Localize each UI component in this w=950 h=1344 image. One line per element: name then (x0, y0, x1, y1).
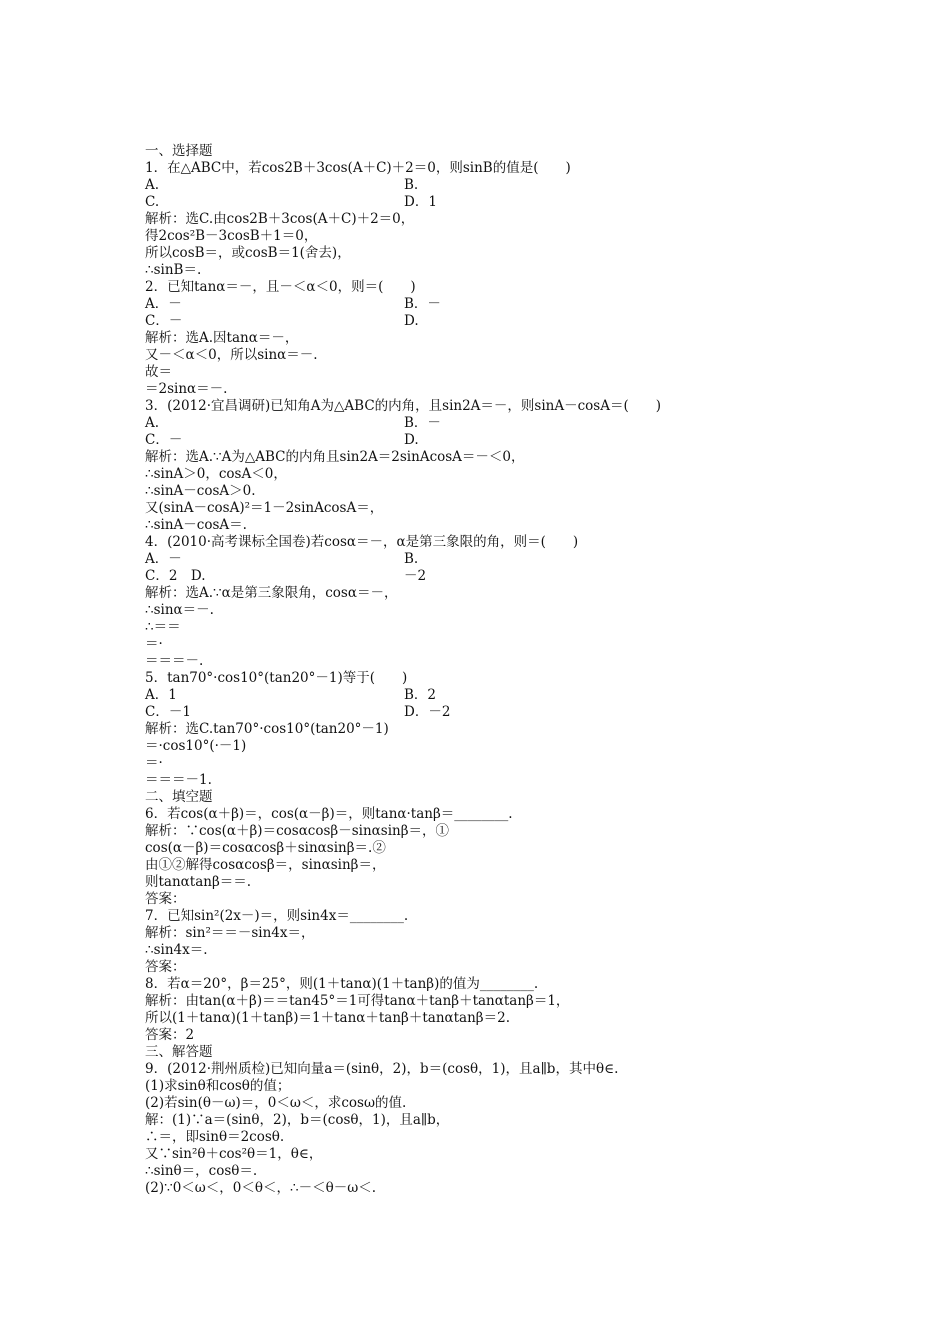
text-line: 三、解答题 (145, 1044, 213, 1060)
text-line: 解析：由tan(α＋β)＝＝tan45°＝1可得tanα＋tanβ＋tanαtanβ＝1， (145, 993, 570, 1009)
text-line: 一、选择题 (145, 143, 213, 159)
text-line: 解析：选C.由cos2B＋3cos(A＋C)＋2＝0， (145, 211, 415, 227)
text-line: 解析：选A.∵A为△ABC的内角且sin2A＝2sinAcosA＝－＜0， (145, 449, 525, 465)
text-line: 解析：sin²＝＝－sin4x＝， (145, 925, 315, 941)
option-row (145, 432, 805, 449)
text-line: (1)求sinθ和cosθ的值； (145, 1078, 291, 1094)
option-left: A．－ (145, 296, 182, 312)
option-right: B. (404, 177, 419, 193)
text-line: 解析：选A.因tanα＝－， (145, 330, 299, 346)
text-line: 故＝ (145, 364, 172, 380)
option-right: D．1 (404, 194, 437, 210)
option-row (145, 551, 805, 568)
text-line: (2)若sin(θ－ω)＝，0＜ω＜，求cosω的值. (145, 1095, 407, 1111)
option-row (145, 194, 805, 211)
option-left: A．－ (145, 551, 182, 567)
text-line: ∴＝＝ (145, 619, 181, 635)
text-line: ＝＝＝－. (145, 653, 204, 669)
text-line: 7．已知sin²(2x－)＝，则sin4x＝________. (145, 908, 409, 924)
option-left: C．－1 (145, 704, 191, 720)
text-line: 3．(2012·宜昌调研)已知角A为△ABC的内角，且sin2A＝－，则sinA－cosA＝( ) (145, 398, 662, 414)
text-line: 解析：选C.tan70°·cos10°(tan20°－1) (145, 721, 389, 737)
text-line: ∴sinA－cosA＝. (145, 517, 247, 533)
text-line: 得2cos²B－3cosB＋1＝0， (145, 228, 318, 244)
option-left: C. (145, 194, 160, 210)
text-line: cos(α－β)＝cosαcosβ＋sinαsinβ＝.② (145, 840, 386, 856)
text-line: 答案： (145, 891, 186, 907)
text-line: ＝2sinα＝－. (145, 381, 228, 397)
option-row (145, 177, 805, 194)
text-line: ∴sin4x＝. (145, 942, 208, 958)
option-row (145, 296, 805, 313)
text-line: 8．若α＝20°，β＝25°，则(1＋tanα)(1＋tanβ)的值为________. (145, 976, 539, 992)
text-line: 解：(1)∵a＝(sinθ，2)，b＝(cosθ，1)，且a∥b， (145, 1112, 450, 1128)
text-line: 又(sinA－cosA)²＝1－2sinAcosA＝， (145, 500, 384, 516)
text-line: 答案：2 (145, 1027, 195, 1043)
option-row (145, 687, 805, 704)
text-line: (2)∵0＜ω＜，0＜θ＜，∴－＜θ－ω＜. (145, 1180, 377, 1196)
option-left: A. (145, 415, 160, 431)
text-line: 5．tan70°·cos10°(tan20°－1)等于( ) (145, 670, 408, 686)
option-left: C．－ (145, 432, 183, 448)
option-row (145, 568, 805, 585)
text-line: 答案： (145, 959, 186, 975)
option-left: C．2 D. (145, 568, 206, 584)
option-right: B．－ (404, 415, 441, 431)
text-line: 2．已知tanα＝－，且－＜α＜0，则＝( ) (145, 279, 416, 295)
text-line: ＝· (145, 636, 163, 652)
text-line: ＝·cos10°(·－1) (145, 738, 247, 754)
option-right: B．2 (404, 687, 437, 703)
text-line: 6．若cos(α＋β)＝，cos(α－β)＝，则tanα·tanβ＝________. (145, 806, 513, 822)
option-left: A．1 (145, 687, 177, 703)
document-body (145, 143, 805, 1197)
text-line: 由①②解得cosαcosβ＝，sinαsinβ＝， (145, 857, 386, 873)
option-right: D. (404, 432, 419, 448)
text-line: ∴sinB＝. (145, 262, 202, 278)
text-line: 解析：∵cos(α＋β)＝cosαcosβ－sinαsinβ＝，① (145, 823, 450, 839)
text-line: ＝· (145, 755, 163, 771)
text-line: ∴sinθ＝，cosθ＝. (145, 1163, 258, 1179)
text-line: 9．(2012·荆州质检)已知向量a＝(sinθ，2)，b＝(cosθ，1)，且a∥b，其中θ∈. (145, 1061, 619, 1077)
option-row (145, 415, 805, 432)
text-line: 二、填空题 (145, 789, 213, 805)
text-line: ∴sinA－cosA＞0. (145, 483, 256, 499)
option-right: －2 (404, 568, 427, 584)
text-line: 则tanαtanβ＝＝. (145, 874, 252, 890)
option-row (145, 313, 805, 330)
text-line: 又－＜α＜0，所以sinα＝－. (145, 347, 318, 363)
text-line: 1．在△ABC中，若cos2B＋3cos(A＋C)＋2＝0，则sinB的值是( ) (145, 160, 571, 176)
text-line: 又∵sin²θ＋cos²θ＝1，θ∈， (145, 1146, 323, 1162)
text-line: 所以cosB＝，或cosB＝1(舍去)， (145, 245, 351, 261)
text-line: 所以(1＋tanα)(1＋tanβ)＝1＋tanα＋tanβ＋tanαtanβ＝2. (145, 1010, 510, 1026)
text-line: ＝＝＝－1. (145, 772, 212, 788)
option-left: C．－ (145, 313, 183, 329)
text-line: ∴sinα＝－. (145, 602, 214, 618)
option-left: A. (145, 177, 160, 193)
option-right: D. (404, 313, 419, 329)
text-line: ∴sinA＞0，cosA＜0， (145, 466, 287, 482)
option-row (145, 704, 805, 721)
option-right: B. (404, 551, 419, 567)
text-line: ∴＝，即sinθ＝2cosθ. (145, 1129, 285, 1145)
option-right: B．－ (404, 296, 441, 312)
text-line: 解析：选A.∵α是第三象限角，cosα＝－， (145, 585, 398, 601)
text-line: 4．(2010·高考课标全国卷)若cosα＝－，α是第三象限的角，则＝( ) (145, 534, 579, 550)
option-right: D．－2 (404, 704, 451, 720)
